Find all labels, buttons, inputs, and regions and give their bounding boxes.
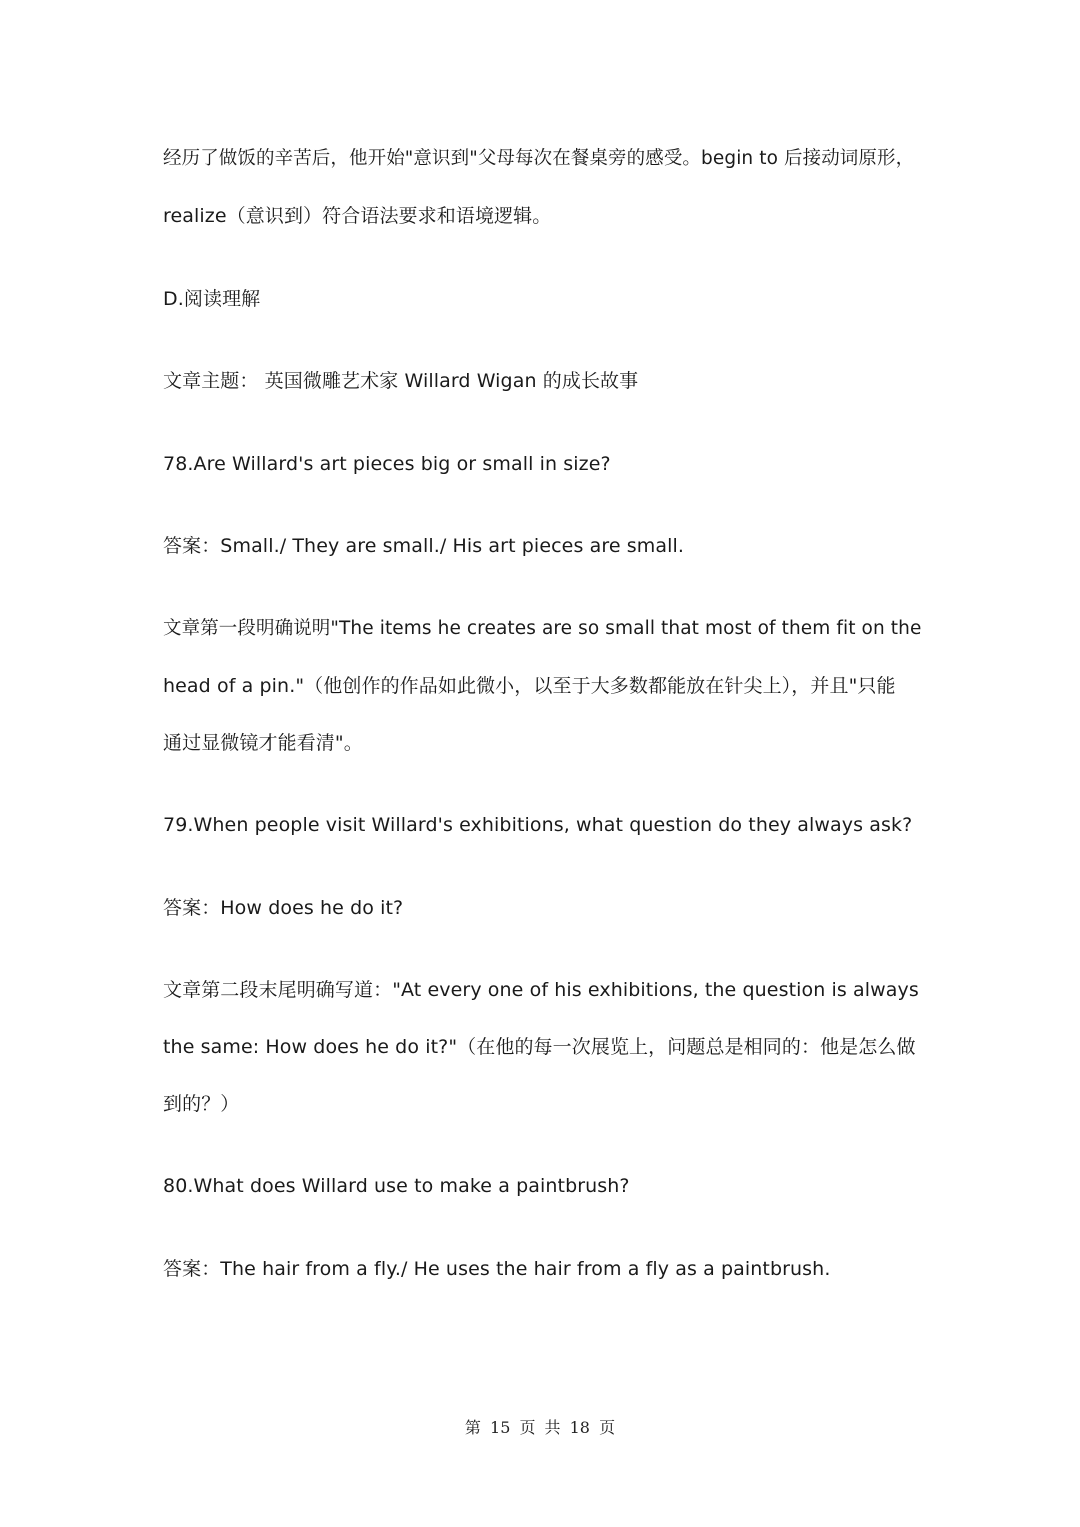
explanation-line: the same: How does he do it?"（在他的每一次展览上，问题总是相同的：他是怎么做	[163, 1036, 916, 1058]
article-topic: 文章主题： 英国微雕艺术家 Willard Wigan 的成长故事	[163, 370, 639, 392]
explanation-line: 到的？）	[163, 1093, 240, 1115]
explanation-line: 经历了做饭的辛苦后，他开始"意识到"父母每次在餐桌旁的感受。begin to 后接动词原形，	[163, 148, 915, 169]
answer-78: 答案：Small./ They are small./ His art pieces are small.	[163, 535, 684, 557]
question-78: 78.Are Willard's art pieces big or small in size?	[163, 453, 611, 475]
explanation-line: 通过显微镜才能看清"。	[163, 732, 363, 754]
explanation-line: realize（意识到）符合语法要求和语境逻辑。	[163, 205, 552, 227]
page-number-footer: 第 15 页 共 18 页	[464, 1418, 616, 1437]
explanation-line: head of a pin."（他创作的作品如此微小，以至于大多数都能放在针尖上），并且"只能	[163, 675, 896, 697]
question-79: 79.When people visit Willard's exhibitions, what question do they always ask?	[163, 814, 913, 836]
explanation-line: 文章第一段明确说明"The items he creates are so small that most of them fit on the	[163, 618, 922, 639]
explanation-line: 文章第二段末尾明确写道："At every one of his exhibitions, the question is always	[163, 979, 919, 1001]
question-80: 80.What does Willard use to make a paintbrush?	[163, 1175, 630, 1197]
answer-79: 答案：How does he do it?	[163, 897, 404, 919]
section-heading: D.阅读理解	[163, 288, 261, 310]
answer-80: 答案：The hair from a fly./ He uses the hair from a fly as a paintbrush.	[163, 1258, 831, 1280]
